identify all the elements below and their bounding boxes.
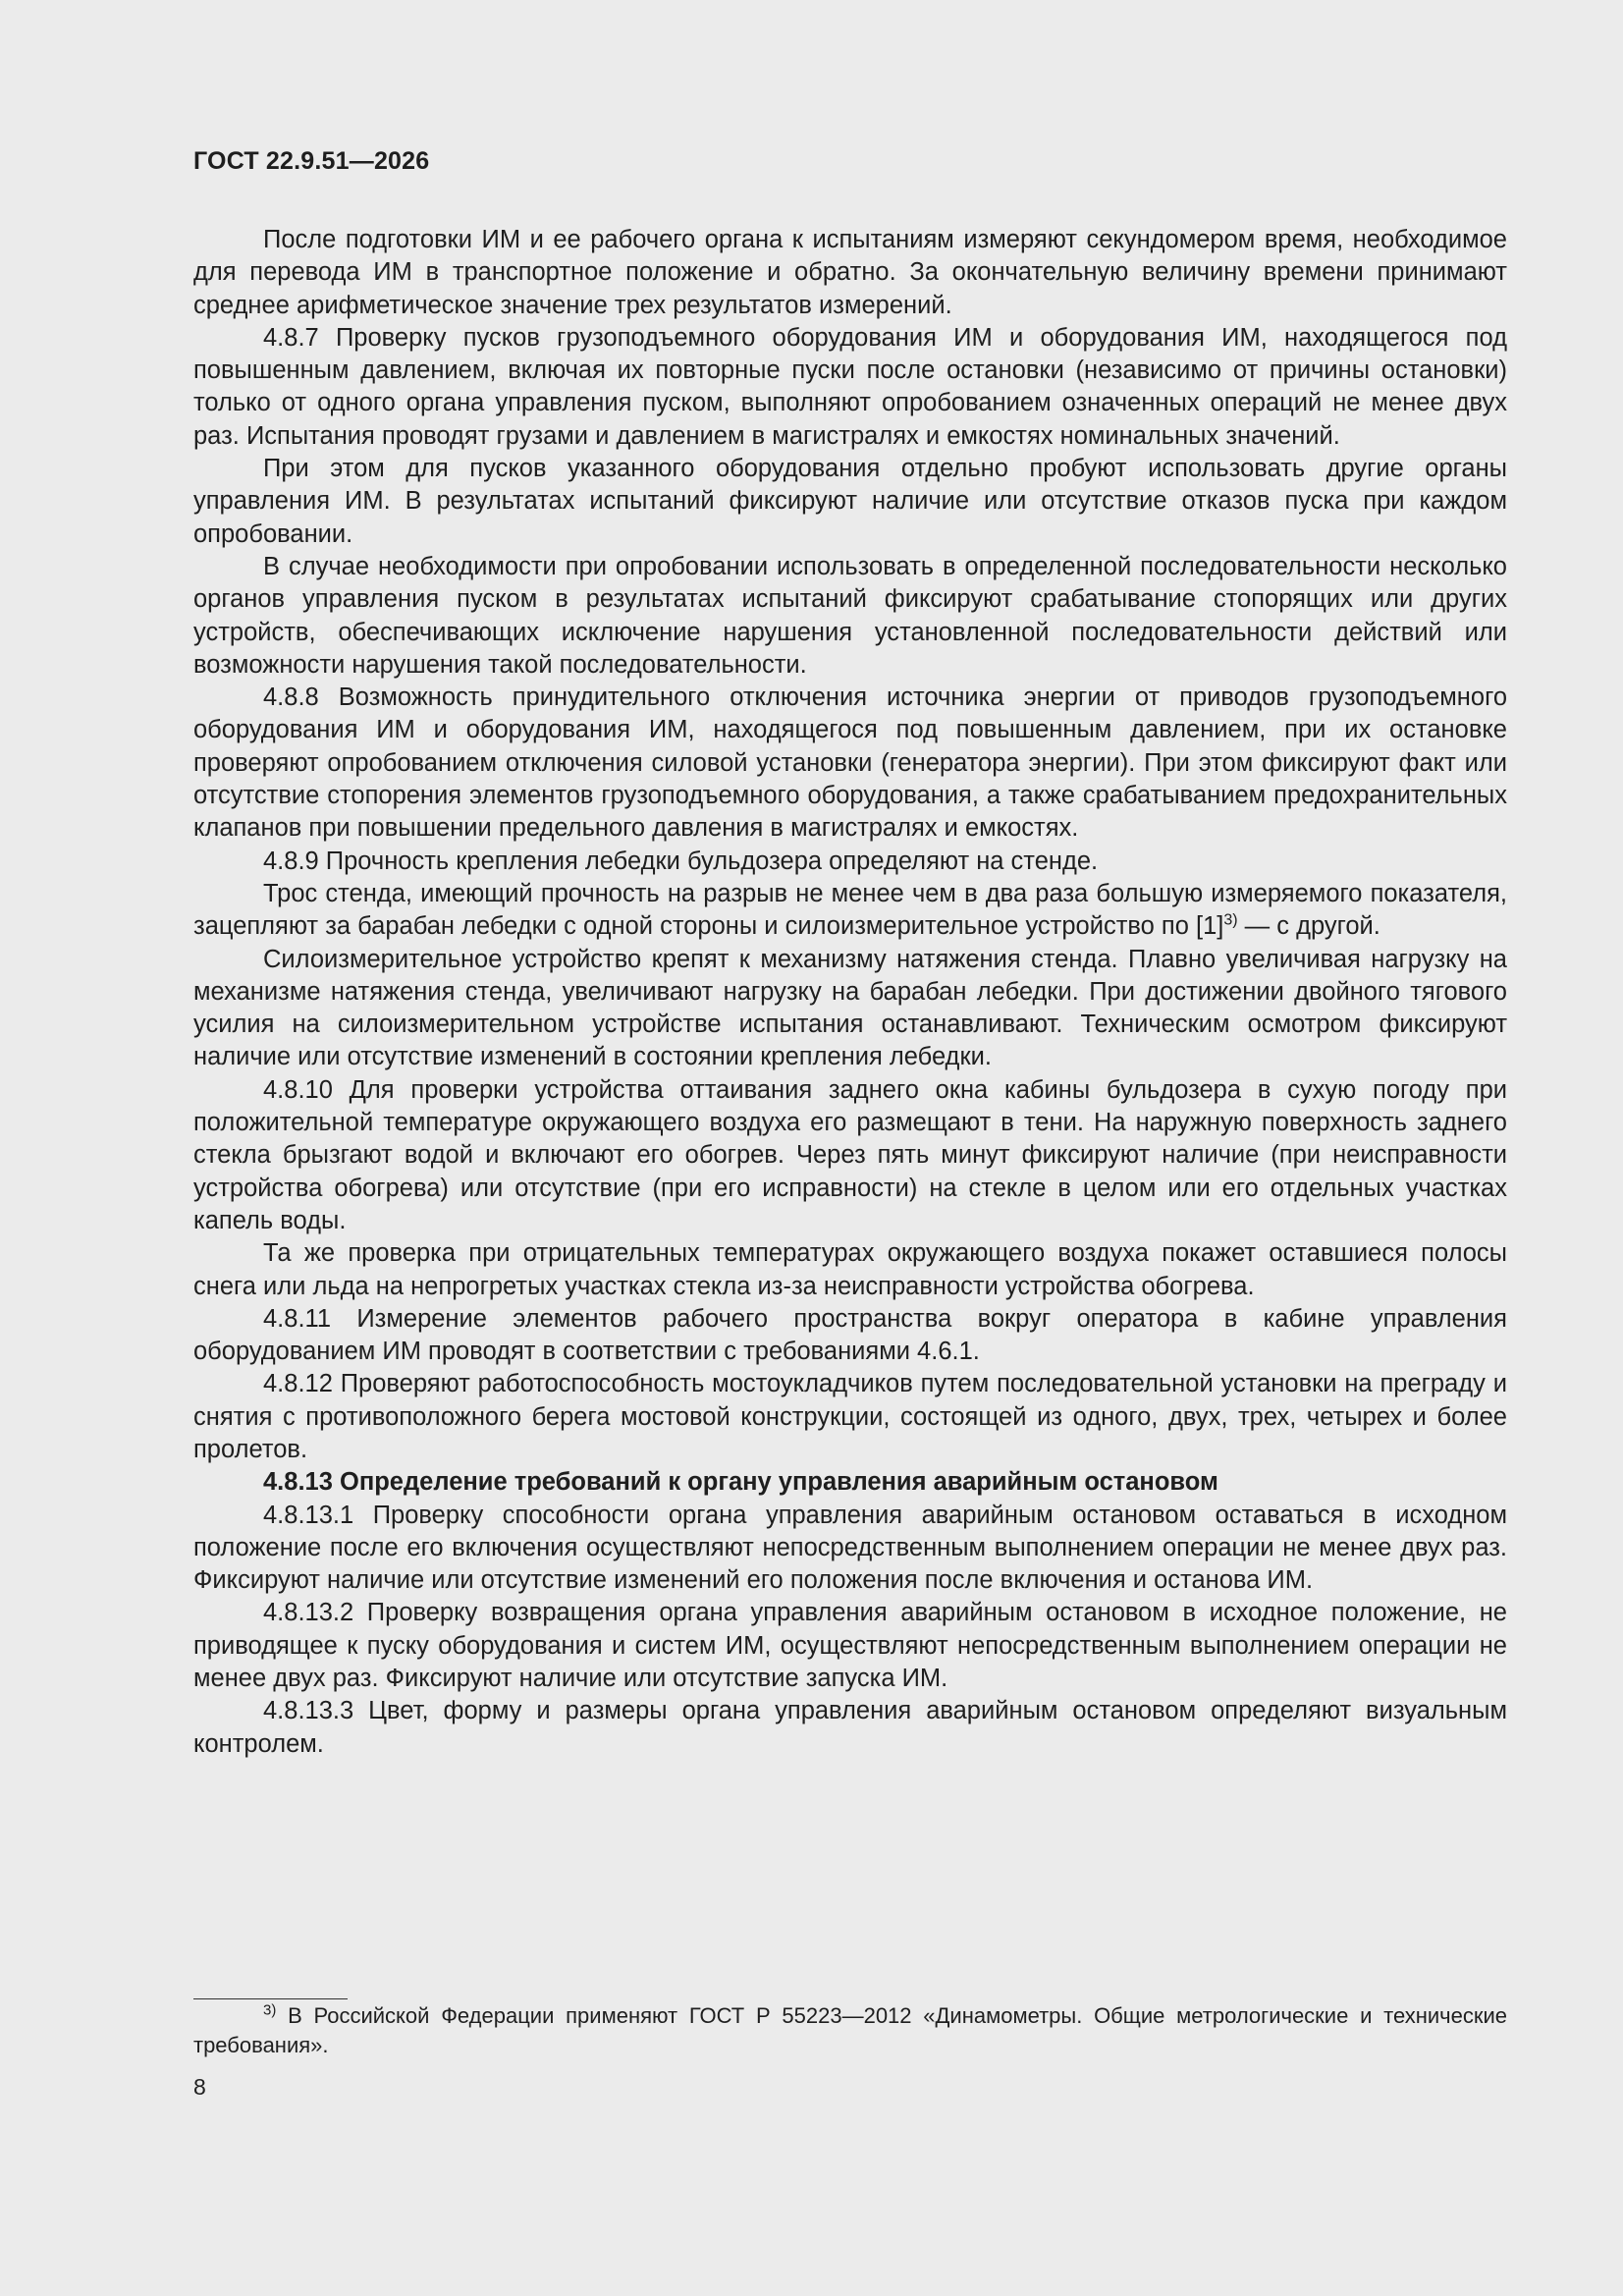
paragraph-4-8-7: 4.8.7 Проверку пусков грузоподъемного оборудования ИМ и оборудования ИМ, находящегося под повышенным давлением, включая их повторные пуски после остановки (независимо от причины остановки) только от одного органа управления пуском, выполняют опробованием означенных операций не менее двух раз. Испытания проводят грузами и давлением в магистралях и емкостях номинальных значений.: [193, 323, 1507, 450]
paragraph-4-8-10: 4.8.10 Для проверки устройства оттаивания заднего окна кабины бульдозера в сухую погоду при положительной температуре окружающего воздуха его размещают в тени. На наружную поверхность заднего стекла брызгают водой и включают его обогрев. Через пять минут фиксируют наличие (при неисправности устройства обогрева) или отсутствие (при его исправности) на стекле в целом или его отдельных участках капель воды.: [193, 1075, 1507, 1234]
paragraph-force-device: Силоизмерительное устройство крепят к механизму натяжения стенда. Плавно увеличивая нагрузку на механизме натяжения стенда, увеличивают нагрузку на барабан лебедки. При достижении двойного тягового усилия на силоизмерительном устройстве испытания останавливают. Техническим осмотром фиксируют наличие или отсутствие изменений в состоянии крепления лебедки.: [193, 945, 1507, 1071]
paragraph-4-8-11: 4.8.11 Измерение элементов рабочего пространства вокруг оператора в кабине управления оборудованием ИМ проводят в соответствии с требованиями 4.6.1.: [193, 1304, 1507, 1366]
paragraph-other-controls: При этом для пусков указанного оборудования отдельно пробуют использовать другие органы управления ИМ. В результатах испытаний фиксируют наличие или отсутствие отказов пуска при каждом опробовании.: [193, 455, 1507, 548]
paragraph-4-8-13-2: 4.8.13.2 Проверку возвращения органа управления аварийным остановом в исходное положение, не приводящее к пуску оборудования и систем ИМ, осуществляют непосредственным выполнением операции не менее двух раз. Фиксируют наличие или отсутствие запуска ИМ.: [193, 1599, 1507, 1693]
footnote-separator: [193, 1998, 348, 1999]
page-number: 8: [193, 2074, 206, 2100]
document-code-header: ГОСТ 22.9.51—2026: [193, 147, 430, 175]
paragraph-stand-cable-tail: — с другой.: [1237, 912, 1380, 941]
footnote-marker: 3): [263, 2001, 277, 2019]
paragraph-4-8-8: 4.8.8 Возможность принудительного отключения источника энергии от приводов грузоподъемного оборудования ИМ и оборудования ИМ, находящегося под повышенным давлением, при их остановке проверяют опробованием отключения силовой установки (генератора энергии). При этом фиксируют факт или отсутствие стопорения элементов грузоподъемного оборудования, а также срабатыванием предохранительных клапанов при повышении предельного давления в магистралях и емкостях.: [193, 683, 1507, 843]
paragraph-negative-temperature: Та же проверка при отрицательных температурах окружающего воздуха покажет оставшиеся полосы снега или льда на непрогретых участках стекла из-за неисправности устройства обогрева.: [193, 1239, 1507, 1300]
footnote-reference[interactable]: 3): [1223, 911, 1238, 929]
paragraph-stand-cable-text: Трос стенда, имеющий прочность на разрыв не менее чем в два раза большую измеряемого показателя, зацепляют за барабан лебедки с одной стороны и силоизмерительное устройство по [1]: [193, 879, 1507, 941]
footnote: [193, 2001, 1507, 2060]
paragraph-4-8-12: 4.8.12 Проверяют работоспособность мостоукладчиков путем последовательной установки на преграду и снятия с противоположного берега мостовой конструкции, состоящей из одного, двух, трех, четырех и более пролетов.: [193, 1370, 1507, 1463]
section-heading-4-8-13: 4.8.13 Определение требований к органу управления аварийным остановом: [263, 1468, 1218, 1497]
footnote-text: В Российской Федерации применяют ГОСТ Р 55223—2012 «Динамометры. Общие метрологические и технические требования».: [193, 2003, 1507, 2057]
paragraph-sequence-controls: В случае необходимости при опробовании использовать в определенной последовательности несколько органов управления пуском в результатах испытаний фиксируют срабатывание стопорящих или других устройств, обеспечивающих исключение нарушения установленной последовательности действий или возможности нарушения такой последовательности.: [193, 552, 1507, 679]
paragraph-4-8-13-1: 4.8.13.1 Проверку способности органа управления аварийным остановом оставаться в исходном положение после его включения осуществляют непосредственным выполнением операции не менее двух раз. Фиксируют наличие или отсутствие изменений его положения после включения и останова ИМ.: [193, 1501, 1507, 1595]
paragraph-4-8-9: 4.8.9 Прочность крепления лебедки бульдозера определяют на стенде.: [263, 847, 1099, 875]
paragraph-transport-time: После подготовки ИМ и ее рабочего органа к испытаниям измеряют секундомером время, необходимое для перевода ИМ в транспортное положение и обратно. За окончательную величину времени принимают среднее арифметическое значение трех результатов измерений.: [193, 226, 1507, 319]
paragraph-stand-cable: [193, 878, 1507, 944]
paragraph-4-8-13-3: 4.8.13.3 Цвет, форму и размеры органа управления аварийным остановом определяют визуальным контролем.: [193, 1697, 1507, 1758]
document-body: [193, 224, 1507, 1761]
